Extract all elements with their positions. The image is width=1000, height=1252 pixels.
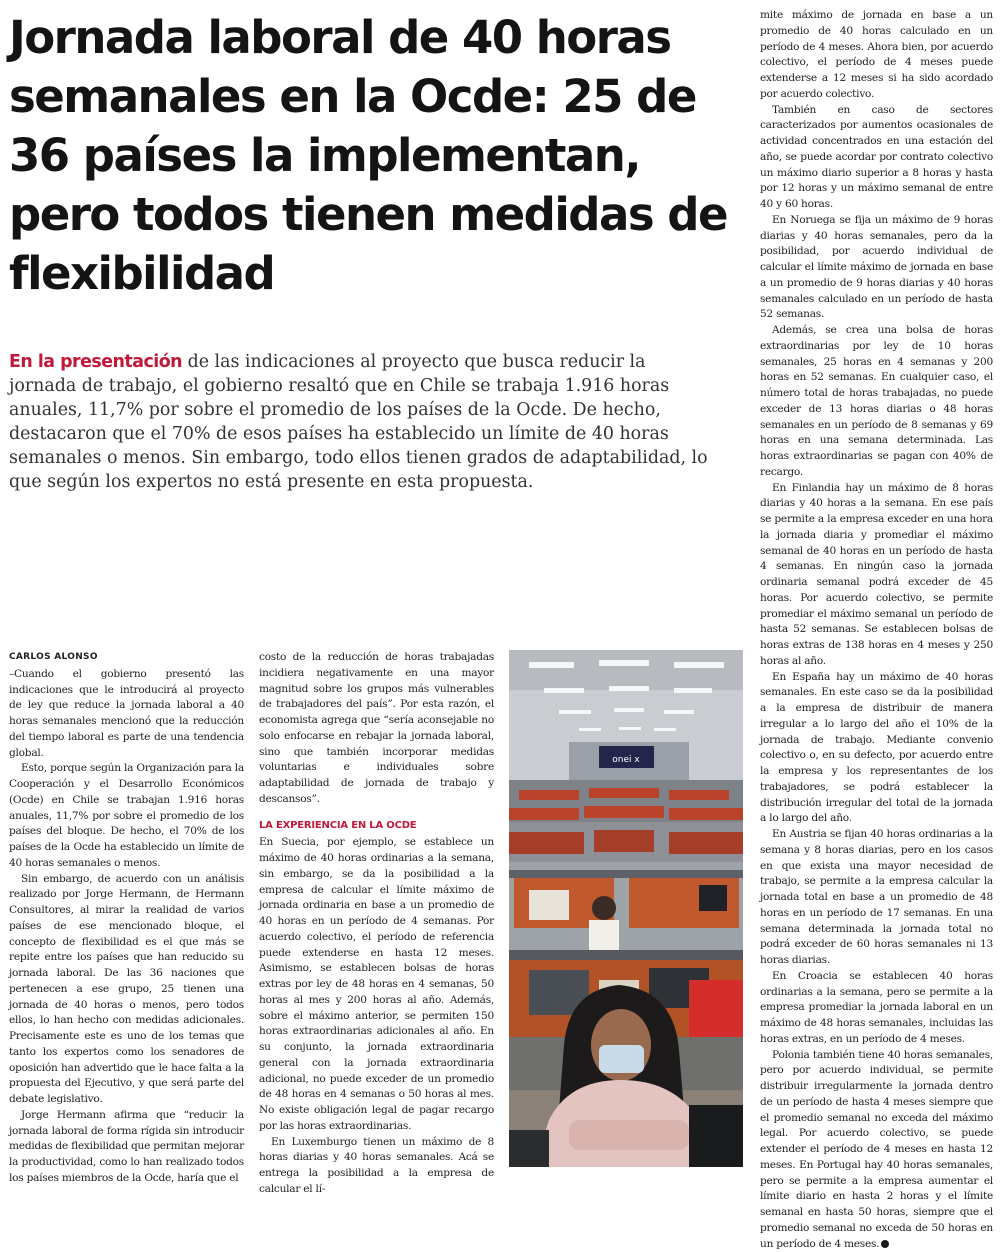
final-paragraph-text: Polonia también tiene 40 horas semanales, pero por acuerdo individual, se permite distribuir irregularmente la jornada dentro de un período de hasta 4 meses siempre que el promedio semanal no exceda del máximo legal. Por acuerdo colectivo, se puede extender el período de 4 meses en hasta 12 meses. En Portugal hay 40 horas semanales, pero se permite a la empresa aumentar el límite diario en hasta 2 horas y el límite semanal en hasta 50 horas, siempre que el promedio semanal no exceda de 50 horas en un período de 4 meses. — [760, 1049, 993, 1250]
lede-text: de las indicaciones al proyecto que busca reducir la jornada de trabajo, el gobierno resaltó que en Chile se trabaja 1.916 horas anuales, 11,7% por sobre el promedio de los países de la Ocde. De hecho, destacaron que el 70% de esos países ha establecido un límite de 40 horas semanales o menos. Sin embargo, todo ellos tienen grados de adaptabilidad, lo que según los expertos no está presente en esta propuesta. — [9, 352, 708, 492]
lede-lead-in: En la presentación — [9, 352, 182, 372]
article-lede — [9, 350, 709, 494]
body-paragraph: En Noruega se fija un máximo de 9 horas diarias y 40 horas semanales, pero da la posibilidad, por acuerdo individual de calcular el límite máximo de jornada en base a un promedio de 9 horas diarias y 40 horas semanales calculado en un período de hasta 52 semanas. — [760, 213, 993, 323]
body-paragraph: Además, se crea una bolsa de horas extraordinarias por ley de 10 horas semanales, 25 horas en 4 semanas y 200 horas en 52 semanas. En cualquier caso, el número total de horas trabajadas, no puede exceder de 13 horas diarias o 48 horas semanales en un período de 8 semanas y 69 horas en una semana determinada. Las horas extraordinarias se pagan con 40% de recargo. — [760, 323, 993, 481]
section-subhead: LA EXPERIENCIA EN LA OCDE — [259, 818, 494, 834]
body-column-3 — [760, 8, 993, 1252]
body-paragraph: mite máximo de jornada en base a un promedio de 40 horas calculado en un período de 4 meses. Ahora bien, por acuerdo colectivo, el período de 4 meses puede extenderse a 12 meses si ha sido acordado por acuerdo colectivo. — [760, 8, 993, 103]
body-paragraph: En Croacia se establecen 40 horas ordinarias a la semana, pero se permite a la empresa promediar la jornada laboral en un máximo de 48 horas semanales, incluidas las horas extras, en un período de 4 meses. — [760, 969, 993, 1048]
photo-sign-text: onei x — [612, 755, 640, 765]
body-paragraph: costo de la reducción de horas trabajadas incidiera negativamente en una mayor magnitud sobre los grupos más vulnerables de trabajadores del país”. Por esta razón, el economista agrega que “sería aconsejable no solo enfocarse en rebajar la jornada laboral, sino que también incorporar medidas voluntarias e individuales sobre adaptabilidad de jornada de trabajo y descansos”. — [259, 650, 494, 808]
body-paragraph: En Suecia, por ejemplo, se establece un máximo de 40 horas ordinarias a la semana, sin embargo, se da la posibilidad a la empresa de calcular el límite máximo de jornada ordinaria en base a un promedio de 40 horas en un período de 4 semanas. Por acuerdo colectivo, el período de referencia puede extenderse en hasta 12 meses. Asimismo, se establecen bolsas de horas extras por ley de 48 horas en 4 semanas, 50 horas al mes y 200 horas al año. Además, sobre el máximo anterior, se permiten 150 horas extraordinarias adicionales al año. En su conjunto, la jornada extraordinaria general con la jornada extraordinaria adicional, no puede exceder de un promedio de 48 horas en 4 semanas o 50 horas al mes. No existe obligación legal de pagar recargo por las horas extraordinarias. — [259, 835, 494, 1134]
body-paragraph: En Finlandia hay un máximo de 8 horas diarias y 40 horas a la semana. En ese país se permite a la empresa exceder en una hora la jornada diaria y promediar el máximo semanal de 40 horas en un período de hasta 4 semanas. En ningún caso la jornada ordinaria semanal podrá exceder de 45 horas. Por acuerdo colectivo, se permite promediar el máximo semanal un período de hasta 52 semanas. Se establecen bolsas de horas extras de 138 horas en 4 meses y 250 horas al año. — [760, 481, 993, 670]
photo-illustration — [509, 650, 743, 1167]
body-paragraph: Esto, porque según la Organización para la Cooperación y el Desarrollo Económicos (Ocde) en Chile se trabajan 1.916 horas anuales, 11,7% por sobre el promedio de los países del bloque. De hecho, el 70% de los países de la Ocde ha establecido un límite de 40 horas semanales o menos. — [9, 761, 244, 871]
call-center-photo — [509, 650, 743, 1167]
body-paragraph: –Cuando el gobierno presentó las indicaciones que le introducirá al proyecto de ley que reduce la jornada laboral a 40 horas semanales mencionó que la reducción del tiempo laboral es parte de una tendencia global. — [9, 667, 244, 762]
body-paragraph: En España hay un máximo de 40 horas semanales. En este caso se da la posibilidad a la empresa de distribuir de manera irregular a lo largo del año el 10% de la jornada de trabajo. Mediante convenio colectivo o, en su defecto, por acuerdo entre la empresa y los representantes de los trabajadores, se podrá establecer la distribución irregular del total de la jornada a lo largo del año. — [760, 670, 993, 828]
body-paragraph: En Austria se fijan 40 horas ordinarias a la semana y 8 horas diarias, pero en los casos en que exista una mayor necesidad de trabajo, se permite a la empresa calcular la jornada total en base a un promedio de 48 horas en un período de 17 semanas. En una semana determinada la jornada total no podrá exceder de 60 horas semanales ni 13 horas diarias. — [760, 827, 993, 969]
body-paragraph: En Luxemburgo tienen un máximo de 8 horas diarias y 40 horas semanales. Acá se entrega la posibilidad a la empresa de calcular el lí- — [259, 1135, 494, 1198]
body-paragraph: Jorge Hermann afirma que “reducir la jornada laboral de forma rígida sin introducir medidas de flexibilidad que permitan mejorar la productividad, como lo han realizado todos los países miembros de la Ocde, haría que el — [9, 1108, 244, 1187]
end-of-article-icon — [881, 1240, 889, 1248]
body-column-1 — [9, 650, 244, 1187]
body-paragraph: Sin embargo, de acuerdo con un análisis realizado por Jorge Hermann, de Hermann Consultores, al mirar la realidad de varios países de ese mencionado bloque, el concepto de flexibilidad es el que más se repite entre los países que han reducido su jornada laboral. De las 36 naciones que pertenecen a ese grupo, 25 tienen una jornada de 40 horas o menos, pero todos ellos, lo han hecho con medidas adicionales. Precisamente este es uno de los temas que tanto los expertos como los senadores de oposición han advertido que le hace falta a la propuesta del Ejecutivo, y que será parte del debate legislativo. — [9, 872, 244, 1108]
body-paragraph-final — [760, 1048, 993, 1252]
byline: CARLOS ALONSO — [9, 650, 244, 666]
body-paragraph: También en caso de sectores caracterizados por aumentos ocasionales de actividad concentrados en una estación del año, se puede acordar por contrato colectivo un máximo diario superior a 8 horas y hasta por 12 horas y un máximo semanal de entre 40 y 60 horas. — [760, 103, 993, 213]
article-headline: Jornada laboral de 40 horas semanales en la Ocde: 25 de 36 países la implementan, pero todos tienen medidas de flexibilidad — [9, 8, 744, 303]
body-column-2 — [259, 650, 494, 1198]
